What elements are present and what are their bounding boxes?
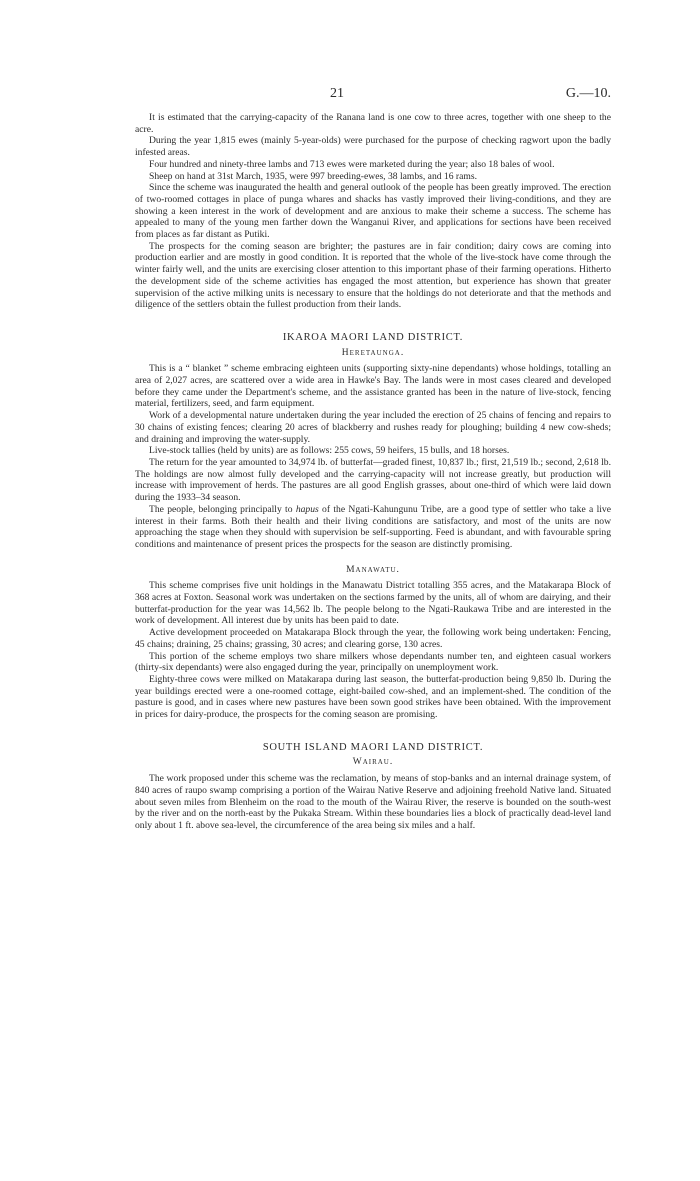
italic-term: hapus — [295, 503, 319, 515]
paragraph: Sheep on hand at 31st March, 1935, were 997 breeding-ewes, 38 lambs, and 16 rams. — [149, 170, 477, 182]
manawatu-section — [135, 565, 611, 721]
page-number: 21 — [330, 86, 344, 101]
section-heading: SOUTH ISLAND MAORI LAND DISTRICT. — [262, 741, 484, 753]
section-subheading: Heretaunga. — [341, 347, 405, 358]
page-header — [135, 86, 611, 112]
paragraph: Live-stock tallies (held by units) are as follows: 255 cows, 59 heifers, 15 bulls, and 18 horses. — [149, 445, 510, 457]
south-island-section — [135, 742, 611, 832]
text-run: of the Ngati-Kahungunu Tribe, are a good type of settler who take a live interest in their farms. Both their health and their living conditions are satisfactory, and most of the units are now approaching the stage when they should with supervision be self-supporting. Feed is abundant, and with favourable spring conditions and maintenance of present prices the prospects for the season are distinctly promising. — [135, 503, 611, 550]
text-run: The people, belonging principally to — [149, 503, 296, 515]
paragraph: This is a “ blanket ” scheme embracing eighteen units (supporting sixty-nine dependants) whose holdings, totalling an area of 2,027 acres, are scattered over a wide area in Hawke's Bay. The lands were in most cases cleared and developed before they came under the Department's scheme, and the assistance granted has been in the nature of live-stock, fencing material, fertilizers, seed, and farm equipment. — [135, 363, 611, 410]
paragraph: During the year 1,815 ewes (mainly 5-year-olds) were purchased for the purpose of checking ragwort upon the badly infested areas. — [135, 135, 611, 159]
paragraph: It is estimated that the carrying-capacity of the Ranana land is one cow to three acres, together with one sheep to the acre. — [135, 112, 611, 135]
paragraph: The work proposed under this scheme was the reclamation, by means of stop-banks and an internal drainage system, of 840 acres of raupo swamp comprising a portion of the Wairau Native Reserve and adjoining freehold Native land. Situated about seven miles from Blenheim on the road to the mouth of the Wairau River, the reserve is bounded on the south-west by the river and on the north-east by the Pukaka Stream. Within these boundaries lies a block of practically dead-level land only about 1 ft. above sea-level, the circumference of the area being six miles and a half. — [135, 773, 611, 831]
section-heading: IKAROA MAORI LAND DISTRICT. — [282, 331, 464, 343]
paragraph: Eighty-three cows were milked on Matakarapa during last season, the butterfat-production being 9,850 lb. During the year buildings erected were a one-roomed cottage, eight-bailed cow-shed, and an implement-shed. The condition of the pasture is good, and in cases where new pastures have been sown good strikes have been obtained. With the improvement in prices for dairy-produce, the prospects for the coming season are promising. — [135, 673, 611, 721]
paragraph: Work of a developmental nature undertaken during the year included the erection of 25 chains of fencing and repairs to 30 chains of existing fences; clearing 20 acres of blackberry and rushes ready for ploughing; building 4 new cow-sheds; and draining and improving the water-supply. — [135, 410, 611, 445]
paragraph: Four hundred and ninety-three lambs and 713 ewes were marketed during the year; also 18 bales of wool. — [149, 158, 555, 170]
paragraph: This portion of the scheme employs two share milkers whose dependants number ten, and eighteen casual workers (thirty-six dependants) were also engaged during the year, principally on unemployment work. — [135, 650, 611, 674]
paragraph: The return for the year amounted to 34,974 lb. of butterfat—graded finest, 10,837 lb.; first, 21,519 lb.; second, 2,618 lb. The holdings are now almost fully developed and the carrying-capacity will not increase greatly, but production will increase with improvement of herds. The pastures are all good English grasses, about one-third of which were laid down during the 1933–34 season. — [135, 456, 611, 504]
ranana-section — [135, 112, 611, 311]
section-subheading: Manawatu. — [346, 564, 400, 575]
paragraph: Since the scheme was inaugurated the health and general outlook of the people has been greatly improved. The erection of two-roomed cottages in place of punga whares and shacks has vastly improved their living-conditions, and they are showing a keen interest in the work of development and are anxious to make their scheme a success. The scheme has appealed to many of the young men farther down the Wanganui River, and applications for sections have been received from places as far distant as Putiki. — [135, 182, 611, 241]
document-page — [135, 86, 611, 832]
document-reference: G.—10. — [565, 86, 611, 101]
paragraph: Active development proceeded on Matakarapa Block through the year, the following work being undertaken: Fencing, 45 chains; draining, 25 chains; grassing, 30 acres; and clearing gorse, 130 acres. — [135, 627, 611, 650]
section-subheading: Wairau. — [352, 757, 394, 768]
ikaroa-section — [135, 332, 611, 551]
paragraph: The prospects for the coming season are brighter; the pastures are in fair condition; dairy cows are coming into production earlier and are mostly in good condition. It is reported that the whole of the live-stock have come through the winter fairly well, and the units are exercising closer attention to this important phase of their farming operations. Hitherto the development side of the scheme activities has engaged the most attention, but experience has shown that greater supervision of the active milking units is necessary to ensure that the holdings do not deteriorate and that the methods and diligence of the settlers obtain the fullest production from their lands. — [135, 240, 611, 311]
paragraph — [135, 504, 611, 551]
paragraph: This scheme comprises five unit holdings in the Manawatu District totalling 355 acres, and the Matakarapa Block of 368 acres at Foxton. Seasonal work was undertaken on the sections farmed by the units, all of whom are dairying, and their butterfat-production for the year was 14,562 lb. The people belong to the Ngati-Raukawa Tribe and are interested in the work of development. All interest due by units has been paid to date. — [135, 580, 611, 627]
